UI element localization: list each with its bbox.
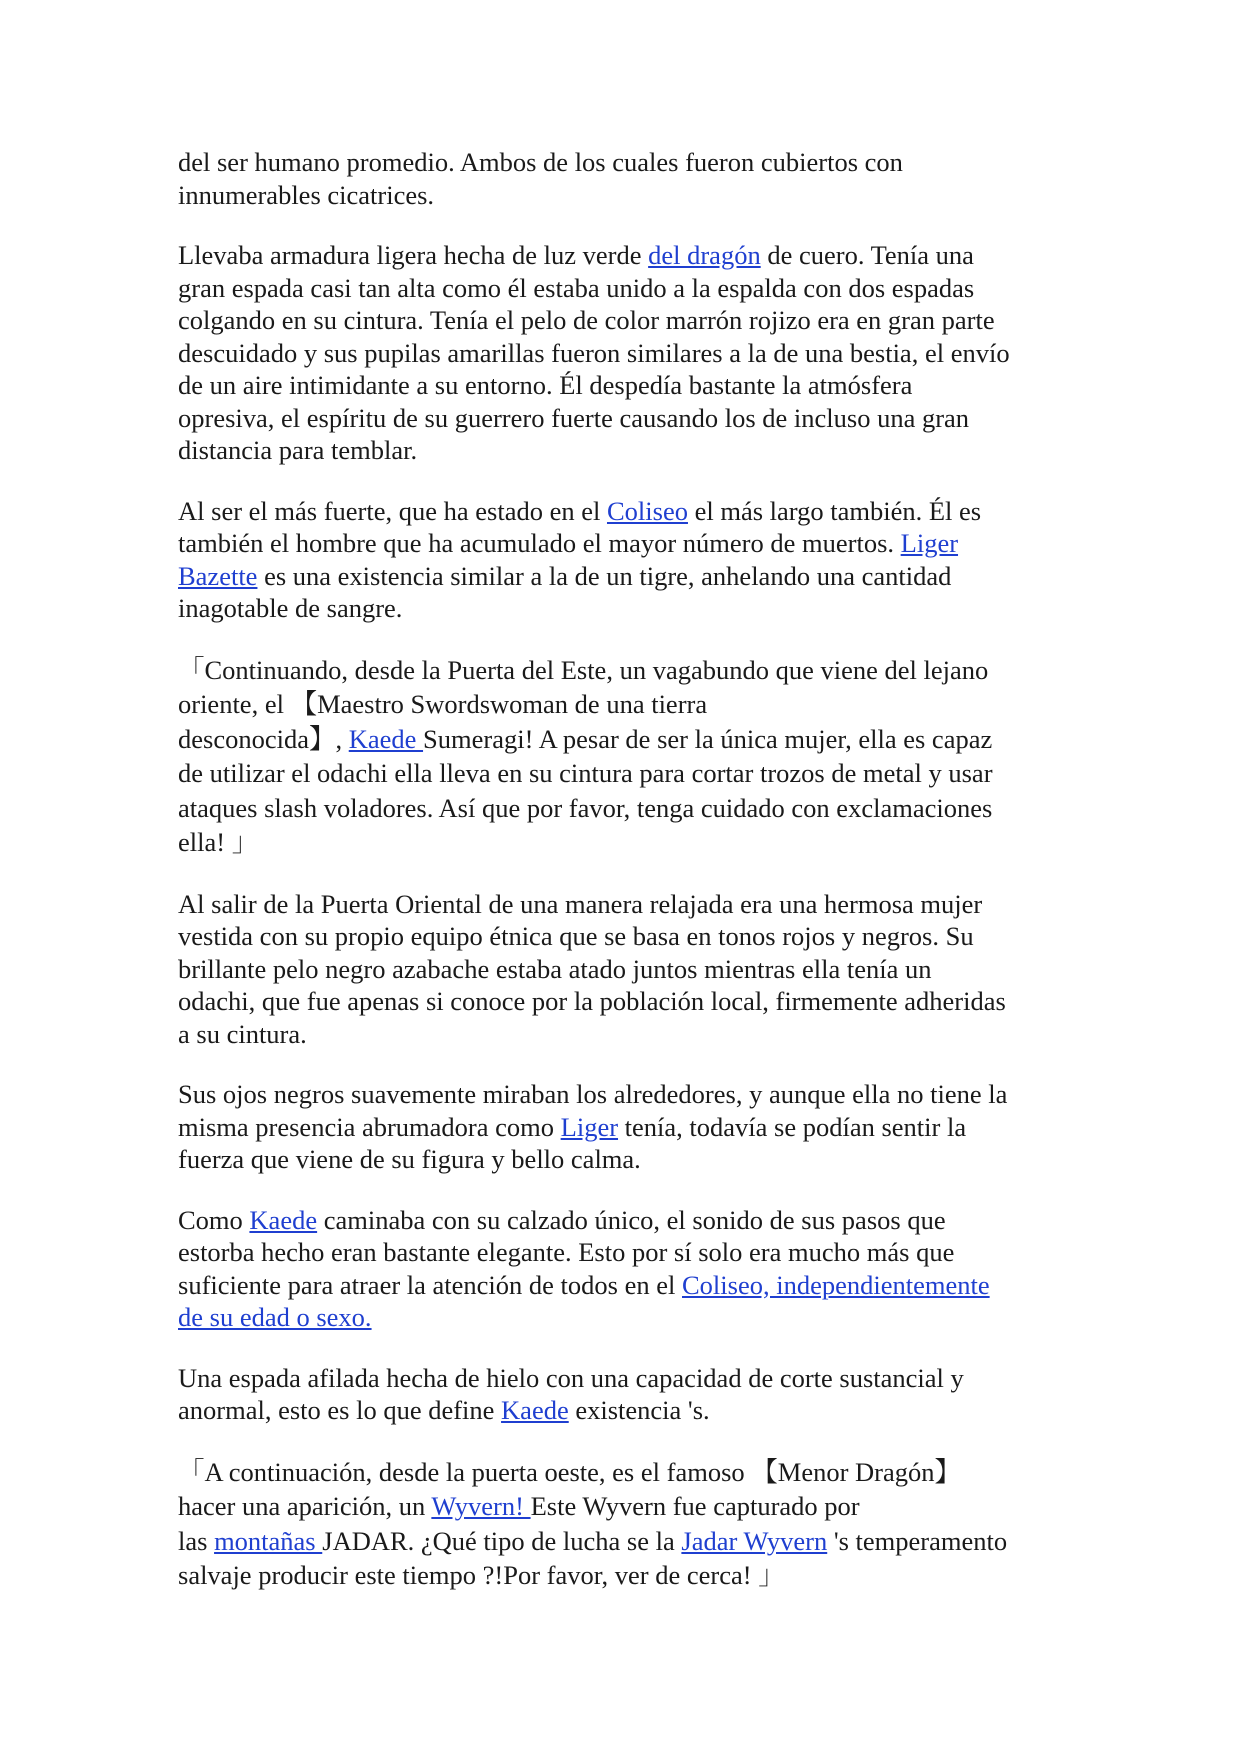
text-line — [178, 495, 1078, 528]
inline-link[interactable]: Wyvern! — [431, 1491, 531, 1521]
text-segment: ataques slash voladores. Así que por favor, tenga cuidado con exclamaciones — [178, 792, 993, 823]
text-segment: brillante pelo negro azabache estaba atado juntos mientras ella tenía un — [178, 953, 932, 984]
text-line — [178, 1301, 1078, 1334]
text-segment: de un aire intimidante a su entorno. Él despedía bastante la atmósfera — [178, 370, 913, 400]
text-line — [178, 239, 1078, 272]
text-line — [178, 592, 1078, 625]
text-segment: odachi, que fue apenas si conoce por la población local, firmemente adheridas — [178, 986, 1006, 1016]
text-line — [178, 1558, 1078, 1593]
text-line — [178, 1078, 1078, 1111]
text-line — [178, 1204, 1078, 1237]
inline-link[interactable]: Coliseo — [606, 495, 688, 526]
text-segment: hacer una aparición, un — [178, 1491, 432, 1521]
text-segment: de utilizar el odachi ella lleva en su cintura para cortar trozos de metal y usar — [178, 758, 993, 788]
paragraph — [178, 1078, 1078, 1176]
text-line — [178, 825, 1078, 860]
text-segment: es una existencia similar a la de un tigre, anhelando una cantidad — [257, 560, 952, 591]
text-segment: fuerza que viene de su figura y bello calma. — [178, 1144, 641, 1174]
inline-link[interactable]: montañas — [214, 1525, 323, 1556]
text-line — [178, 920, 1078, 953]
paragraph — [178, 1455, 1078, 1593]
text-segment: del ser humano promedio. Ambos de los cuales fueron cubiertos con — [178, 147, 903, 177]
text-segment: las — [178, 1525, 215, 1556]
inline-link[interactable]: de su edad o sexo. — [178, 1302, 372, 1332]
text-segment: anormal, esto es lo que define — [178, 1395, 502, 1425]
text-segment: oriente, el 【Maestro Swordswoman de una tierra — [178, 689, 708, 719]
text-segment: Una espada afilada hecha de hielo con una capacidad de corte sustancial y — [178, 1362, 964, 1393]
text-segment: 「Continuando, desde la Puerta del Este, un vagabundo que viene del lejano — [178, 654, 989, 685]
inline-link[interactable]: Kaede — [249, 1204, 318, 1235]
text-segment: caminaba con su calzado único, el sonido de sus pasos que — [317, 1204, 946, 1235]
inline-link[interactable]: Bazette — [178, 560, 258, 591]
text-line — [178, 146, 1078, 179]
text-line — [178, 791, 1078, 826]
inline-link[interactable]: Coliseo, independientemente — [682, 1269, 990, 1300]
text-line — [178, 337, 1078, 370]
inline-link[interactable]: Jadar Wyvern — [681, 1525, 828, 1556]
paragraph — [178, 239, 1078, 467]
text-segment: desconocida】, — [178, 723, 349, 754]
paragraph — [178, 495, 1078, 625]
text-segment: Sumeragi! A pesar de ser la única mujer, ella es capaz — [423, 723, 993, 754]
text-segment: de cuero. Tenía una — [760, 240, 974, 270]
text-line — [178, 888, 1078, 921]
text-segment: Este Wyvern fue capturado por — [530, 1491, 860, 1521]
text-line — [178, 985, 1078, 1018]
paragraph — [178, 888, 1078, 1051]
text-segment: el más largo también. Él es — [687, 495, 982, 526]
text-line — [178, 527, 1078, 560]
text-line — [178, 369, 1078, 402]
inline-link[interactable]: Kaede — [348, 723, 424, 754]
text-segment: opresiva, el espíritu de su guerrero fuerte causando los de incluso una gran — [178, 402, 970, 433]
text-line — [178, 687, 1078, 722]
text-segment: colgando en su cintura. Tenía el pelo de color marrón rojizo era en gran parte — [178, 305, 995, 335]
text-segment: innumerables cicatrices. — [178, 179, 435, 210]
text-line — [178, 1111, 1078, 1144]
text-segment: JADAR. ¿Qué tipo de lucha se la — [322, 1525, 682, 1556]
text-segment: existencia 's. — [568, 1395, 710, 1425]
inline-link[interactable]: del dragón — [648, 240, 761, 270]
text-line — [178, 304, 1078, 337]
text-line — [178, 1018, 1078, 1051]
text-segment: estorba hecho eran bastante elegante. Esto por sí solo era mucho más que — [178, 1237, 955, 1267]
text-line — [178, 1489, 1078, 1524]
text-segment: vestida con su propio equipo étnica que se basa en tonos rojos y negros. Su — [178, 921, 974, 951]
text-segment: distancia para temblar. — [178, 435, 418, 465]
text-line — [178, 1455, 1078, 1490]
paragraph — [178, 1362, 1078, 1427]
text-segment: a su cintura. — [178, 1018, 307, 1049]
text-segment: suficiente para atraer la atención de todos en el — [178, 1269, 682, 1300]
inline-link[interactable]: Kaede — [501, 1395, 569, 1425]
inline-link[interactable]: Liger — [560, 1111, 619, 1142]
text-line — [178, 179, 1078, 212]
text-segment: gran espada casi tan alta como él estaba unido a la espalda con dos espadas — [178, 272, 975, 303]
text-segment: 's temperamento — [827, 1525, 1008, 1556]
text-segment: Al salir de la Puerta Oriental de una manera relajada era una hermosa mujer — [178, 888, 983, 919]
text-segment: también el hombre que ha acumulado el mayor número de muertos. — [178, 528, 901, 558]
text-line — [178, 722, 1078, 757]
text-line — [178, 1524, 1078, 1559]
text-line — [178, 756, 1078, 791]
text-line — [178, 402, 1078, 435]
text-segment: ella! 」 — [178, 827, 259, 857]
text-segment: 「A continuación, desde la puerta oeste, es el famoso 【Menor Dragón】 — [178, 1456, 962, 1487]
text-segment: Al ser el más fuerte, que ha estado en el — [178, 495, 607, 526]
text-line — [178, 272, 1078, 305]
paragraph — [178, 146, 1078, 211]
text-segment: inagotable de sangre. — [178, 593, 403, 623]
text-line — [178, 560, 1078, 593]
text-line — [178, 1236, 1078, 1269]
text-line — [178, 1269, 1078, 1302]
text-segment: Como — [178, 1204, 250, 1235]
text-segment: salvaje producir este tiempo ?!Por favor, ver de cerca! 」 — [178, 1560, 785, 1590]
text-line — [178, 653, 1078, 688]
text-segment: Sus ojos negros suavemente miraban los alrededores, y aunque ella no tiene la — [178, 1079, 1008, 1109]
text-line — [178, 1143, 1078, 1176]
text-segment: descuidado y sus pupilas amarillas fueron similares a la de una bestia, el envío — [178, 337, 1010, 368]
inline-link[interactable]: Liger — [900, 528, 959, 558]
text-line — [178, 1394, 1078, 1427]
text-line — [178, 1362, 1078, 1395]
paragraph — [178, 1204, 1078, 1334]
paragraph — [178, 653, 1078, 860]
text-line — [178, 953, 1078, 986]
text-segment: misma presencia abrumadora como — [178, 1111, 561, 1142]
text-line — [178, 434, 1078, 467]
document-page — [178, 146, 1078, 1621]
text-segment: Llevaba armadura ligera hecha de luz verde — [178, 240, 649, 270]
text-segment: tenía, todavía se podían sentir la — [618, 1111, 967, 1142]
